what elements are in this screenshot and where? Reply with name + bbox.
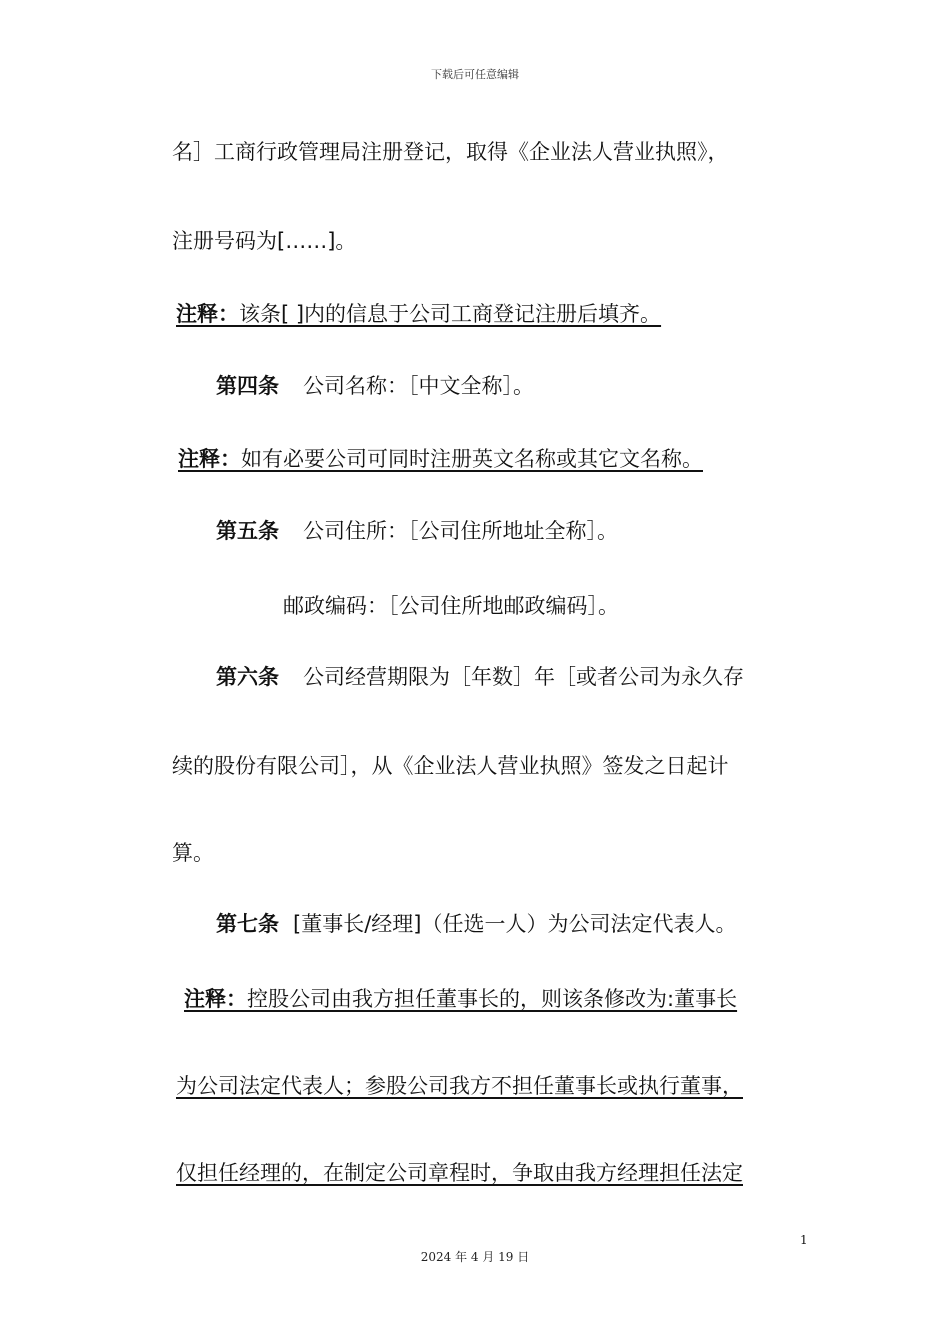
note-3 xyxy=(184,983,737,1013)
note-3-continued: 为公司法定代表人；参股公司我方不担任董事长或执行董事， xyxy=(176,1074,743,1098)
article-6 xyxy=(216,661,744,691)
article-text: 公司经营期限为［年数］年［或者公司为永久存 xyxy=(303,665,744,689)
article-text: 公司名称：［中文全称］。 xyxy=(303,374,534,398)
page-number: 1 xyxy=(800,1233,808,1247)
text-line: 算。 xyxy=(172,841,214,865)
footer-date: 2024 年 4 月 19 日 xyxy=(420,1250,530,1264)
article-4 xyxy=(216,370,534,400)
article-5 xyxy=(216,515,618,545)
article-label: 第四条 xyxy=(216,373,279,398)
article-label: 第七条 xyxy=(216,911,279,936)
article-text: 公司住所：［公司住所地址全称］。 xyxy=(303,519,618,543)
note-text: 该条[ ]内的信息于公司工商登记注册后填齐。 xyxy=(239,302,662,326)
text-line: 注册号码为[……]。 xyxy=(172,229,357,253)
note-label: 注释： xyxy=(176,302,239,326)
text-line: 名］工商行政管理局注册登记，取得《企业法人营业执照》， xyxy=(172,140,729,164)
note-2 xyxy=(178,443,703,473)
page-header: 下载后可任意编辑 xyxy=(431,68,519,81)
postal-code-line: 邮政编码：［公司住所地邮政编码］。 xyxy=(283,594,619,618)
note-3-continued: 仅担任经理的，在制定公司章程时，争取由我方经理担任法定 xyxy=(176,1161,743,1185)
article-label: 第六条 xyxy=(216,664,279,689)
note-label: 注释： xyxy=(184,987,247,1011)
note-text: 控股公司由我方担任董事长的，则该条修改为:董事长 xyxy=(247,987,738,1011)
note-label: 注释： xyxy=(178,447,241,471)
text-line: 续的股份有限公司］，从《企业法人营业执照》签发之日起计 xyxy=(172,754,729,778)
article-label: 第五条 xyxy=(216,518,279,543)
article-7 xyxy=(216,908,736,938)
note-1 xyxy=(176,298,661,328)
note-text: 如有必要公司可同时注册英文名称或其它文名称。 xyxy=(241,447,703,471)
article-text: [董事长/经理]（任选一人）为公司法定代表人。 xyxy=(293,912,737,936)
